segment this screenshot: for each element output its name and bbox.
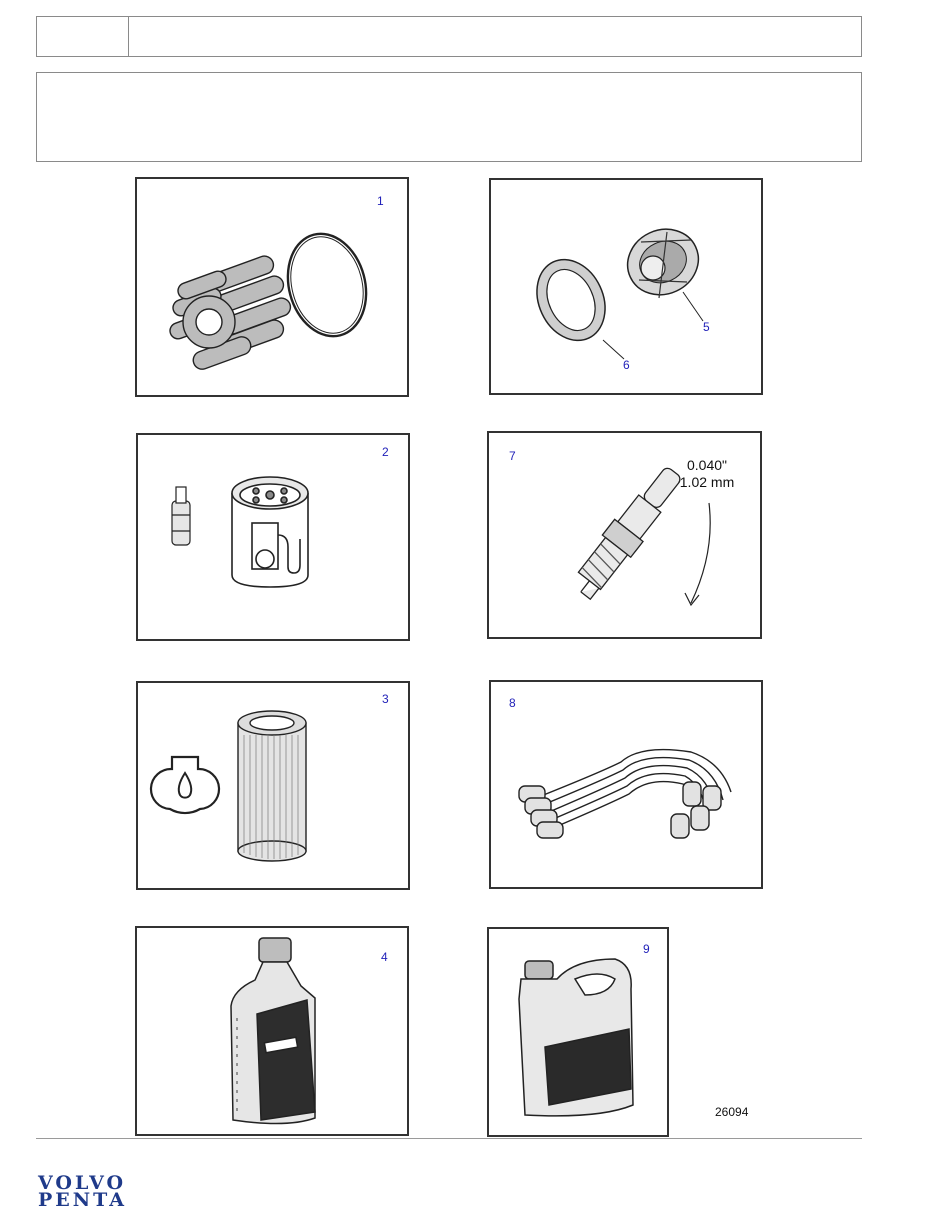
volvo-penta-logo: [38, 1172, 127, 1211]
electrode-gap-label: [667, 457, 747, 491]
header-description-box: [36, 72, 862, 162]
panel-engine-oil: [135, 926, 409, 1136]
coolant-jug-icon: [489, 929, 667, 1135]
fuel-filter-icon: [138, 435, 408, 639]
footer-divider: [36, 1138, 862, 1139]
panel-fuel-filter-kit: [136, 433, 410, 641]
header-title-cell: [128, 16, 862, 57]
callout-6: 6: [623, 358, 630, 372]
figure-number: 26094: [715, 1105, 749, 1119]
panel-oil-filter: [136, 681, 410, 890]
gap-mm: 1.02 mm: [679, 474, 735, 490]
oil-filter-icon: [138, 683, 408, 888]
panel-spark-plug: [487, 431, 762, 639]
callout-8: 8: [509, 696, 516, 710]
brand-line-2: PENTA: [38, 1189, 127, 1211]
gap-inches: 0.040": [686, 457, 727, 473]
callout-4: 4: [381, 950, 388, 964]
panel-thermostat-kit: [489, 178, 763, 395]
ignition-leads-icon: [491, 682, 761, 887]
callout-7: 7: [509, 449, 516, 463]
callout-9: 9: [643, 942, 650, 956]
panel-coolant: [487, 927, 669, 1137]
panel-impeller-kit: [135, 177, 409, 397]
callout-3: 3: [382, 692, 389, 706]
oil-bottle-icon: [137, 928, 407, 1134]
impeller-gasket-icon: [137, 179, 407, 395]
brand-line-1: VOLVO: [38, 1172, 127, 1194]
header-code-cell: [36, 16, 129, 57]
panel-ignition-leads: [489, 680, 763, 889]
callout-5: 5: [703, 320, 710, 334]
callout-1: 1: [377, 194, 384, 208]
callout-2: 2: [382, 445, 389, 459]
